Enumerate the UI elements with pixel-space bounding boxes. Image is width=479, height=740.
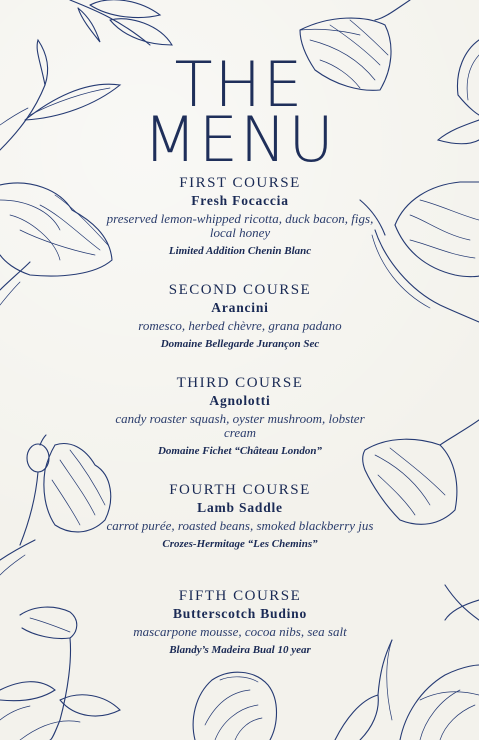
bottom-center-poppy-flower-icon bbox=[193, 672, 276, 740]
menu-title-menu: MENU bbox=[143, 103, 336, 176]
course-heading: FOURTH COURSE bbox=[169, 482, 311, 498]
course-first bbox=[90, 174, 390, 258]
course-dish-name: Lamb Saddle bbox=[197, 500, 283, 515]
course-wine-pairing: Blandy’s Madeira Bual 10 year bbox=[169, 644, 311, 656]
course-description: romesco, herbed chèvre, grana padano bbox=[138, 318, 342, 333]
course-fifth bbox=[90, 587, 390, 657]
course-third bbox=[90, 374, 390, 458]
course-heading: FIFTH COURSE bbox=[178, 588, 302, 604]
course-description: carrot purée, roasted beans, smoked blackberry jus bbox=[106, 518, 374, 533]
course-description: mascarpone mousse, cocoa nibs, sea salt bbox=[133, 624, 347, 639]
course-heading: FIRST COURSE bbox=[179, 175, 301, 191]
course-heading: SECOND COURSE bbox=[168, 282, 312, 298]
course-wine-pairing: Limited Addition Chenin Blanc bbox=[168, 245, 312, 257]
course-description: preserved lemon-whipped ricotta, duck bacon, figs, local honey bbox=[106, 211, 374, 240]
course-wine-pairing: Domaine Fichet “Château London” bbox=[157, 445, 323, 457]
course-heading: THIRD COURSE bbox=[176, 375, 304, 391]
top-left-leaf-sprig-icon bbox=[70, 0, 172, 45]
course-dish-name: Fresh Focaccia bbox=[191, 193, 289, 208]
course-dish-name: Butterscotch Budino bbox=[172, 606, 308, 621]
course-second bbox=[90, 281, 390, 351]
course-dish-name: Agnolotti bbox=[209, 393, 271, 408]
course-fourth bbox=[90, 481, 390, 551]
course-description: candy roaster squash, oyster mushroom, lobster cream bbox=[115, 411, 365, 440]
course-dish-name: Arancini bbox=[211, 300, 269, 315]
course-wine-pairing: Crozes-Hermitage “Les Chemins” bbox=[162, 538, 318, 550]
course-wine-pairing: Domaine Bellegarde Jurançon Sec bbox=[160, 338, 320, 350]
menu-title-the: THE bbox=[174, 48, 305, 121]
